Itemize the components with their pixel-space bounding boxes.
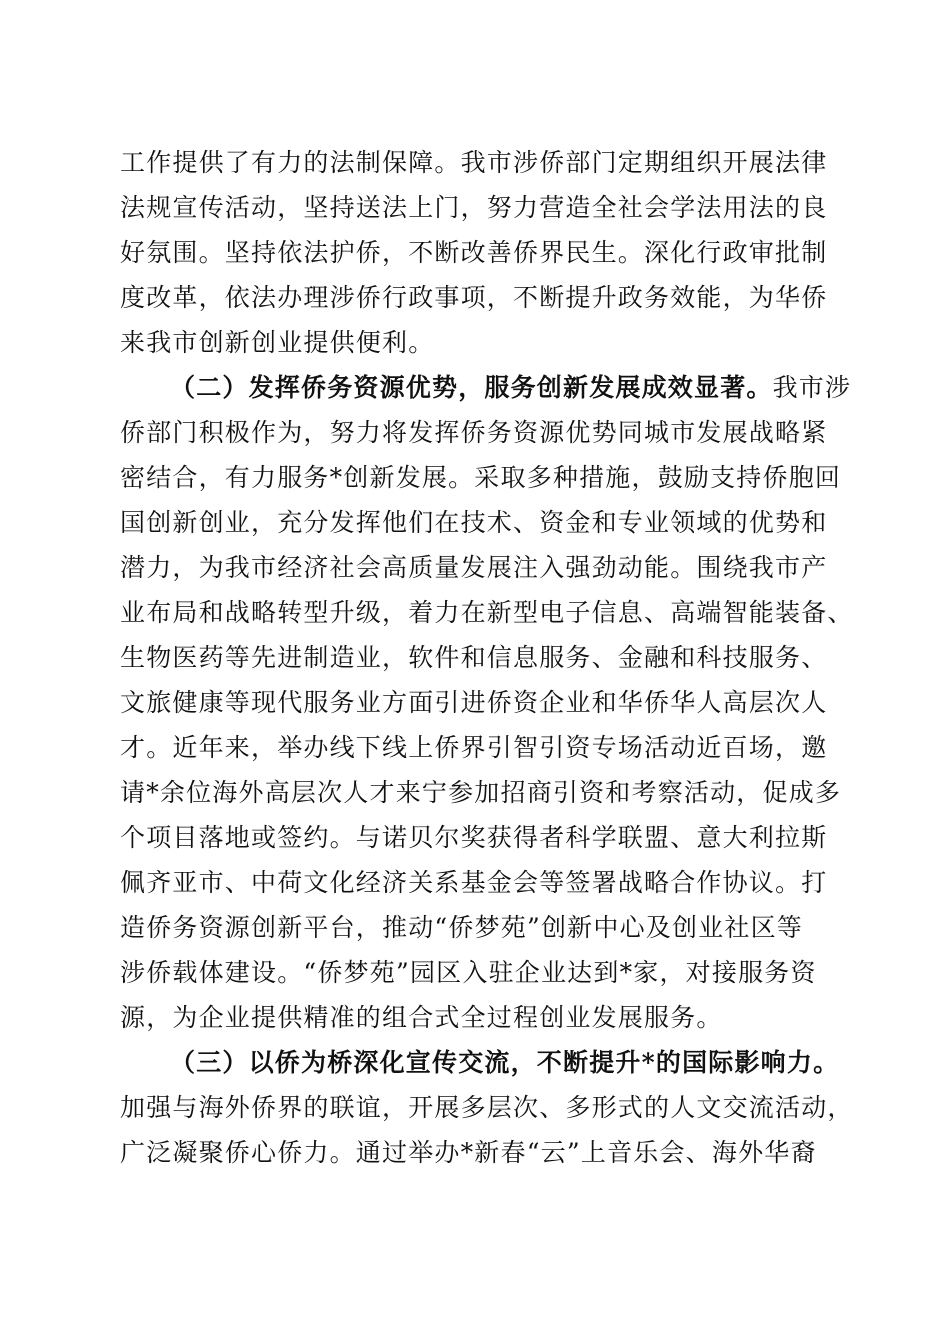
body-text-line: 才。近年来，举办线下线上侨界引智引资专场活动近百场，邀: [120, 733, 828, 762]
body-text-line: 源，为企业提供精准的组合式全过程创业发展服务。: [120, 1003, 723, 1032]
body-text-line: 个项目落地或签约。与诺贝尔奖获得者科学联盟、意大利拉斯: [120, 823, 828, 852]
body-text-line: 涉侨载体建设。“侨梦苑”园区入驻企业达到*家，对接服务资: [120, 958, 817, 987]
body-text-line: 潜力，为我市经济社会高质量发展注入强劲动能。围绕我市产: [120, 553, 828, 582]
body-text-line: 造侨务资源创新平台，推动“侨梦苑”创新中心及创业社区等: [120, 913, 803, 942]
body-text-line: 密结合，有力服务*创新发展。采取多种措施，鼓励支持侨胞回: [120, 463, 842, 492]
section-heading-3: （三）以侨为桥深化宣传交流，不断提升*的国际影响力。: [170, 1048, 840, 1077]
body-text-line: 广泛凝聚侨心侨力。通过举办*新春“云”上音乐会、海外华裔: [120, 1138, 817, 1167]
body-text-line: 法规宣传活动，坚持送法上门，努力营造全社会学法用法的良: [120, 193, 828, 222]
section-heading-2-continuation: 我市涉: [772, 373, 852, 402]
body-text-line: 生物医药等先进制造业，软件和信息服务、金融和科技服务、: [120, 643, 828, 672]
body-text-line: 度改革，依法办理涉侨行政事项，不断提升政务效能，为华侨: [120, 283, 828, 312]
body-text-line: 加强与海外侨界的联谊，开展多层次、多形式的人文交流活动，: [120, 1093, 854, 1122]
body-text-line: 侨部门积极作为，努力将发挥侨务资源优势同城市发展战略紧: [120, 418, 828, 447]
body-text-line: 国创新创业，充分发挥他们在技术、资金和专业领域的优势和: [120, 508, 828, 537]
body-text-line: 文旅健康等现代服务业方面引进侨资企业和华侨华人高层次人: [120, 688, 828, 717]
body-text-line: 业布局和战略转型升级，着力在新型电子信息、高端智能装备、: [120, 598, 854, 627]
section-heading-2-text: （二）发挥侨务资源优势，服务创新发展成效显著。: [170, 373, 773, 402]
body-text-line: 佩齐亚市、中荷文化经济关系基金会等签署战略合作协议。打: [120, 868, 828, 897]
section-heading-2: [170, 373, 851, 403]
body-text-line: 来我市创新创业提供便利。: [120, 328, 435, 357]
body-text-line: 工作提供了有力的法制保障。我市涉侨部门定期组织开展法律: [120, 148, 828, 177]
body-text-line: 请*余位海外高层次人才来宁参加招商引资和考察活动，促成多: [120, 778, 842, 807]
body-text-line: 好氛围。坚持依法护侨，不断改善侨界民生。深化行政审批制: [120, 238, 828, 267]
